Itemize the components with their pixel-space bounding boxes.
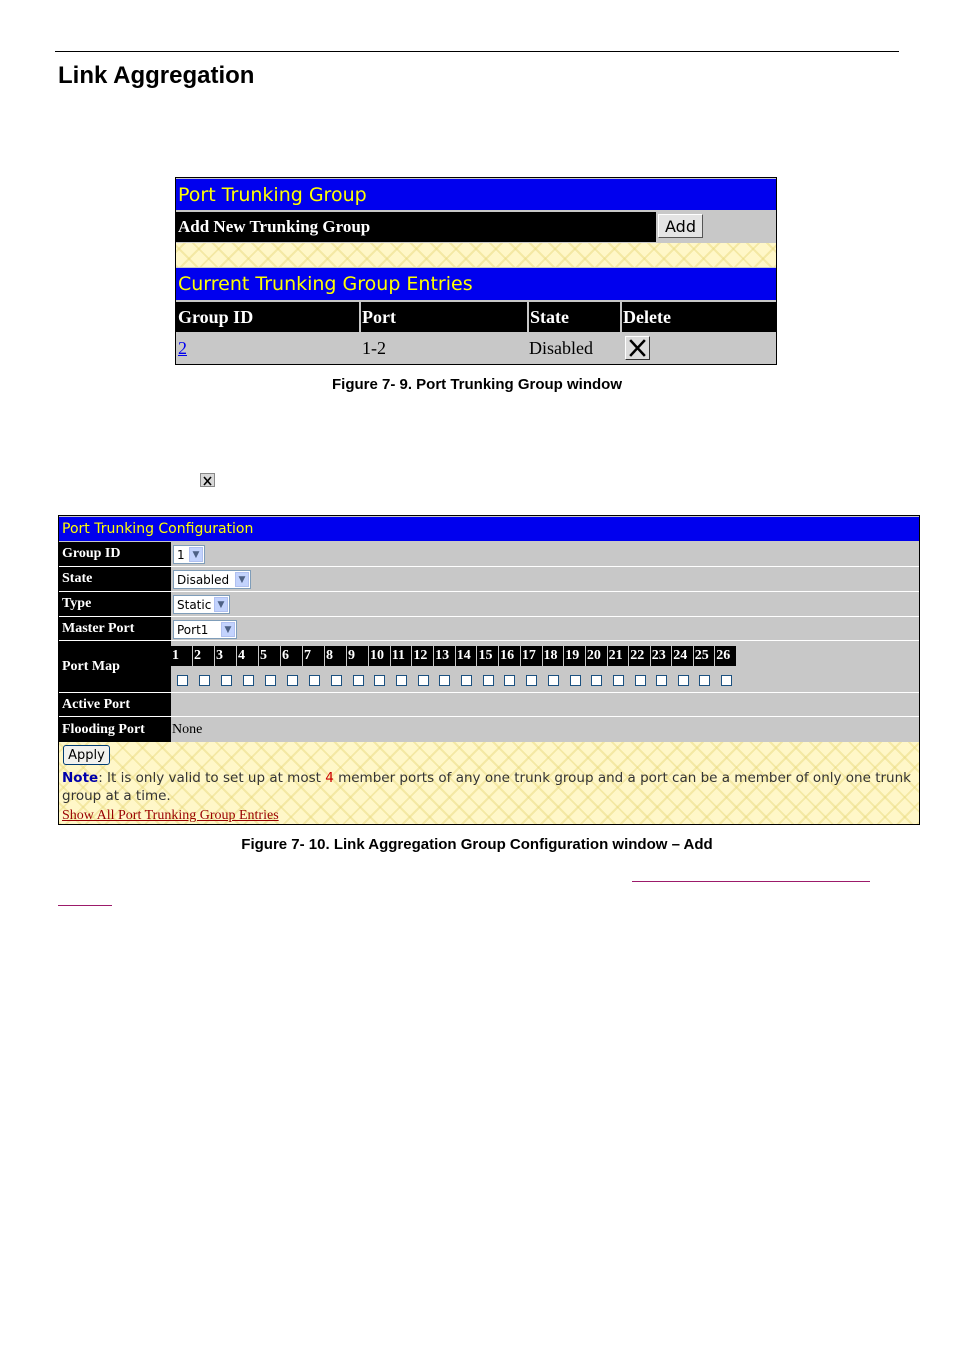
port-checkbox-2[interactable]: [199, 675, 210, 686]
note-text: Note: It is only valid to set up at most 4 member ports of any one trunk group and a port can be a member of only one trunk group at a time.: [62, 770, 911, 804]
port-checkbox-cell-7: [303, 673, 325, 687]
port-checkbox-26[interactable]: [721, 675, 732, 686]
active-port-label: Active Port: [59, 693, 171, 716]
page-title: Link Aggregation: [58, 62, 255, 89]
chevron-down-icon: ▼: [214, 597, 228, 612]
port-number-12: 12: [412, 646, 434, 666]
group-id-link[interactable]: 2: [178, 338, 187, 358]
entries-table-header: [176, 302, 776, 332]
port-checkbox-cell-19: [564, 673, 586, 687]
group-id-row: [59, 542, 919, 567]
column-state: State: [529, 302, 620, 332]
port-checkbox-cell-17: [521, 673, 543, 687]
flooding-port-row: [59, 717, 919, 742]
figure-7-9-caption: Figure 7- 9. Port Trunking Group window: [331, 376, 622, 393]
port-number-23: 23: [651, 646, 673, 666]
port-checkbox-14[interactable]: [461, 675, 472, 686]
port-checkbox-cell-5: [259, 673, 281, 687]
port-number-20: 20: [586, 646, 608, 666]
table-row: [176, 333, 776, 364]
port-checkbox-cell-8: [325, 673, 347, 687]
port-checkbox-25[interactable]: [699, 675, 710, 686]
port-number-18: 18: [543, 646, 565, 666]
port-number-10: 10: [369, 646, 391, 666]
port-checkbox-cell-22: [629, 673, 651, 687]
figure-7-10-caption: Figure 7- 10. Link Aggregation Group Configuration window – Add: [241, 836, 713, 853]
state-label: State: [59, 567, 171, 591]
type-row: [59, 592, 919, 617]
row-state: Disabled: [529, 338, 593, 358]
port-trunking-configuration-window: [58, 515, 920, 825]
chevron-down-icon: ▼: [235, 572, 249, 587]
port-checkbox-cell-2: [193, 673, 215, 687]
port-checkbox-4[interactable]: [243, 675, 254, 686]
header-rule: [55, 51, 899, 52]
port-checkbox-cell-1: [171, 673, 193, 687]
port-number-14: 14: [456, 646, 478, 666]
state-row: [59, 567, 919, 592]
port-map-label: Port Map: [59, 641, 171, 692]
port-checkbox-row: [171, 673, 737, 687]
port-number-5: 5: [259, 646, 281, 666]
add-button[interactable]: Add: [658, 214, 703, 238]
state-select[interactable]: Disabled ▼: [173, 570, 251, 589]
active-port-row: [59, 693, 919, 717]
port-number-19: 19: [564, 646, 586, 666]
add-new-trunking-group-label: Add New Trunking Group: [176, 212, 656, 242]
port-checkbox-cell-10: [369, 673, 391, 687]
port-checkbox-cell-24: [672, 673, 694, 687]
add-cell: [656, 212, 776, 242]
port-checkbox-1[interactable]: [177, 675, 188, 686]
port-checkbox-12[interactable]: [418, 675, 429, 686]
port-trunking-group-window: [175, 177, 777, 365]
port-checkbox-17[interactable]: [526, 675, 537, 686]
port-number-24: 24: [672, 646, 694, 666]
type-select[interactable]: Static ▼: [173, 595, 230, 614]
port-trunking-group-title: Port Trunking Group: [176, 179, 776, 210]
delete-icon-inline: [200, 473, 215, 487]
port-checkbox-cell-9: [347, 673, 369, 687]
port-trunking-configuration-title: Port Trunking Configuration: [59, 517, 919, 541]
hyperlink-underline[interactable]: [632, 881, 870, 882]
port-checkbox-20[interactable]: [591, 675, 602, 686]
port-number-16: 16: [499, 646, 521, 666]
chevron-down-icon: ▼: [221, 622, 235, 637]
port-checkbox-3[interactable]: [221, 675, 232, 686]
port-checkbox-cell-16: [499, 673, 521, 687]
port-checkbox-8[interactable]: [331, 675, 342, 686]
port-number-15: 15: [477, 646, 499, 666]
port-checkbox-cell-18: [543, 673, 565, 687]
note-label: Note: [62, 770, 99, 786]
port-map-row: [59, 641, 919, 693]
port-number-17: 17: [521, 646, 543, 666]
hyperlink-underline-continued[interactable]: [58, 905, 112, 906]
port-checkbox-9[interactable]: [353, 675, 364, 686]
port-number-4: 4: [237, 646, 259, 666]
port-checkbox-11[interactable]: [396, 675, 407, 686]
port-checkbox-cell-4: [237, 673, 259, 687]
master-port-row: [59, 617, 919, 641]
master-port-select[interactable]: Port1 ▼: [173, 620, 237, 639]
port-checkbox-cell-3: [215, 673, 237, 687]
close-x-icon: [626, 337, 649, 359]
current-trunking-group-entries-title: Current Trunking Group Entries: [176, 268, 776, 300]
pattern-spacer: [176, 243, 776, 267]
port-checkbox-10[interactable]: [374, 675, 385, 686]
port-checkbox-cell-25: [694, 673, 716, 687]
port-number-2: 2: [193, 646, 215, 666]
active-port-value: [171, 693, 919, 716]
group-id-select[interactable]: 1 ▼: [173, 545, 205, 564]
port-checkbox-cell-20: [586, 673, 608, 687]
port-number-22: 22: [629, 646, 651, 666]
chevron-down-icon: ▼: [189, 547, 203, 562]
port-checkbox-cell-12: [412, 673, 434, 687]
port-checkbox-7[interactable]: [309, 675, 320, 686]
port-checkbox-19[interactable]: [570, 675, 581, 686]
show-all-port-trunking-group-entries-link[interactable]: Show All Port Trunking Group Entries: [62, 808, 279, 823]
port-number-9: 9: [347, 646, 369, 666]
port-checkbox-cell-13: [434, 673, 456, 687]
port-number-26: 26: [715, 646, 737, 666]
master-port-label: Master Port: [59, 617, 171, 640]
port-checkbox-13[interactable]: [439, 675, 450, 686]
group-id-label: Group ID: [59, 542, 171, 566]
row-port: 1-2: [362, 338, 386, 358]
port-checkbox-22[interactable]: [635, 675, 646, 686]
port-checkbox-cell-23: [651, 673, 673, 687]
port-number-6: 6: [281, 646, 303, 666]
delete-button[interactable]: [625, 336, 650, 360]
column-delete: Delete: [622, 302, 776, 332]
port-number-11: 11: [391, 646, 413, 666]
column-port: Port: [361, 302, 527, 332]
column-group-id: Group ID: [176, 302, 359, 332]
port-number-1: 1: [171, 646, 193, 666]
port-number-7: 7: [303, 646, 325, 666]
port-number-21: 21: [608, 646, 630, 666]
port-checkbox-21[interactable]: [613, 675, 624, 686]
port-checkbox-cell-14: [456, 673, 478, 687]
port-checkbox-16[interactable]: [504, 675, 515, 686]
flooding-port-label: Flooding Port: [59, 717, 171, 742]
port-number-3: 3: [215, 646, 237, 666]
port-checkbox-15[interactable]: [483, 675, 494, 686]
port-number-25: 25: [694, 646, 716, 666]
port-number-8: 8: [325, 646, 347, 666]
port-checkbox-23[interactable]: [656, 675, 667, 686]
port-checkbox-6[interactable]: [287, 675, 298, 686]
close-x-icon: [201, 475, 214, 487]
port-checkbox-cell-6: [281, 673, 303, 687]
port-checkbox-5[interactable]: [265, 675, 276, 686]
port-checkbox-18[interactable]: [548, 675, 559, 686]
port-checkbox-cell-15: [477, 673, 499, 687]
port-checkbox-cell-26: [715, 673, 737, 687]
flooding-port-value: None: [171, 717, 919, 742]
port-checkbox-cell-11: [391, 673, 413, 687]
port-number-header: [171, 646, 737, 666]
type-label: Type: [59, 592, 171, 616]
apply-button[interactable]: Apply: [63, 745, 110, 765]
port-checkbox-cell-21: [608, 673, 630, 687]
port-checkbox-24[interactable]: [678, 675, 689, 686]
port-number-13: 13: [434, 646, 456, 666]
